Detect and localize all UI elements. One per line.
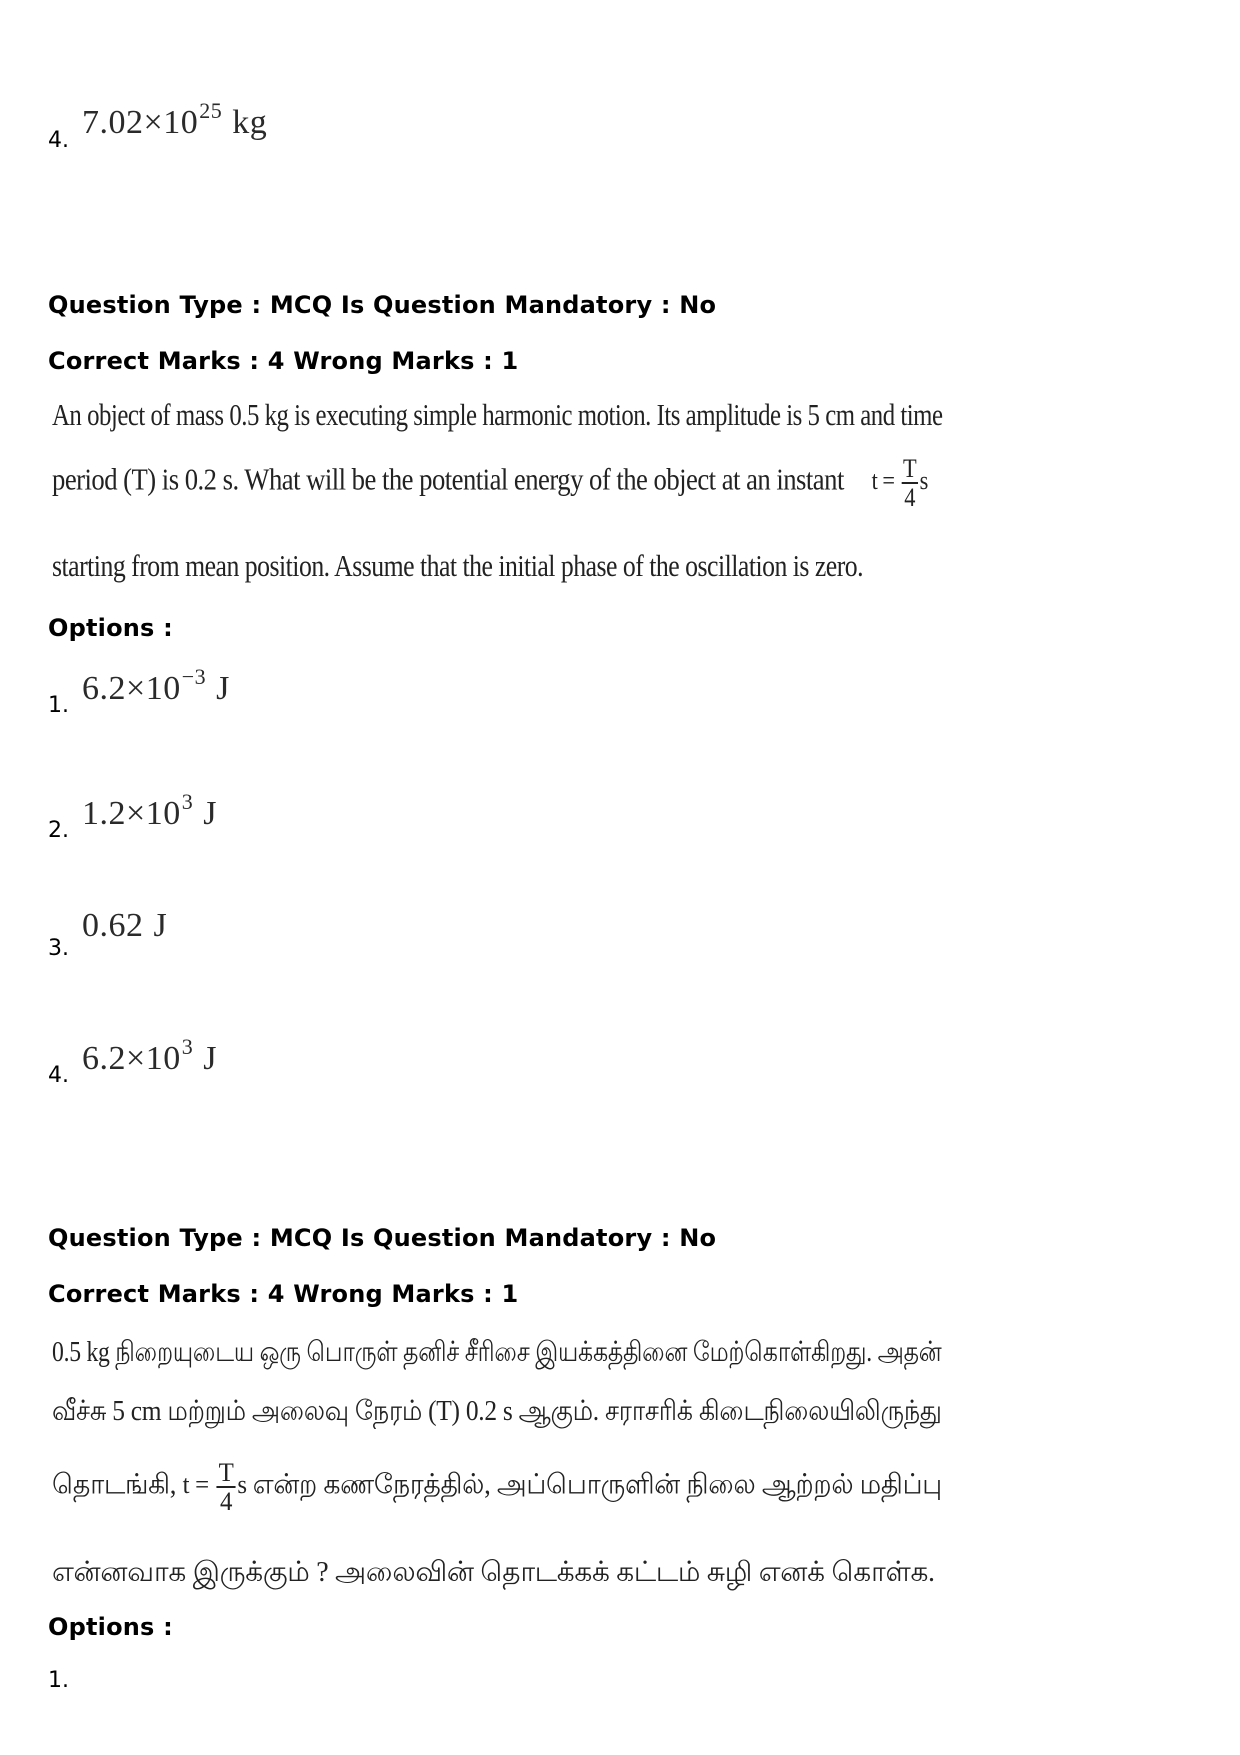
time-formula: [871, 454, 928, 513]
question-type-line: Question Type : MCQ Is Question Mandatory : No: [48, 291, 717, 319]
option-number: 2.: [48, 818, 69, 843]
question-text-fragment: period (T) is 0.2 s. What will be the potential energy of the object at an instant: [52, 461, 844, 497]
times-symbol: ×: [126, 795, 146, 832]
unit: kg: [232, 104, 268, 141]
exponent: 3: [181, 789, 194, 814]
option-number: 1.: [48, 693, 69, 718]
exponent: 25: [199, 98, 223, 123]
option-expression: [82, 907, 167, 945]
mantissa: 1.2: [82, 795, 126, 832]
base: 10: [145, 1040, 181, 1077]
options-label: Options :: [48, 1613, 173, 1641]
option-expression: [82, 98, 267, 142]
option-number: 1.: [48, 1668, 69, 1693]
option-number: 3.: [48, 936, 69, 961]
fraction: [217, 1459, 236, 1516]
option-expression: [82, 789, 217, 833]
times-symbol: ×: [126, 1040, 146, 1077]
question-type-line: Question Type : MCQ Is Question Mandatory : No: [48, 1224, 717, 1252]
base: 10: [145, 795, 181, 832]
formula-unit: s: [237, 1470, 247, 1500]
formula-lhs: t =: [871, 466, 895, 496]
mantissa: 6.2: [82, 670, 126, 707]
marks-line: Correct Marks : 4 Wrong Marks : 1: [48, 1280, 519, 1308]
question-text-fragment: தொடங்கி,: [52, 1469, 177, 1501]
question-text-line-1: 0.5 kg நிறையுடைய ஒரு பொருள் தனிச் சீரிசை இயக்கத்தினை மேற்கொள்கிறது. அதன்: [52, 1337, 942, 1368]
formula-unit: s: [919, 466, 928, 496]
exponent: −3: [181, 664, 207, 689]
formula-lhs: t =: [182, 1470, 209, 1500]
question-text-line-2: வீச்சு 5 cm மற்றும் அலைவு நேரம் (T) 0.2 s ஆகும். சராசரிக் கிடைநிலையிலிருந்து: [52, 1396, 942, 1427]
fraction-denominator: 4: [220, 1487, 233, 1517]
mantissa: 6.2: [82, 1040, 126, 1077]
fraction-numerator: T: [218, 1458, 234, 1487]
time-formula: [182, 1458, 253, 1517]
unit: J: [153, 907, 168, 944]
mantissa: 0.62: [82, 907, 144, 944]
options-label: Options :: [48, 614, 173, 642]
fraction-denominator: 4: [904, 483, 915, 513]
option-number: 4.: [48, 128, 69, 153]
base: 10: [145, 670, 181, 707]
exponent: 3: [181, 1034, 194, 1059]
fraction-numerator: T: [903, 454, 917, 483]
base: 10: [163, 104, 199, 141]
marks-line: Correct Marks : 4 Wrong Marks : 1: [48, 347, 519, 375]
option-expression: [82, 664, 230, 708]
question-text-line-3: starting from mean position. Assume that the initial phase of the oscillation is zero.: [52, 548, 864, 583]
unit: J: [203, 1040, 217, 1077]
option-expression: [82, 1034, 217, 1078]
fraction: [901, 455, 918, 512]
question-text-line-4: என்னவாக இருக்கும் ? அலைவின் தொடக்கக் கட்டம் சுழி எனக் கொள்க.: [52, 1557, 935, 1588]
option-number: 4.: [48, 1063, 69, 1088]
unit: J: [203, 795, 217, 832]
mantissa: 7.02: [82, 104, 144, 141]
question-text-line-2: [52, 455, 928, 512]
times-symbol: ×: [143, 104, 164, 141]
question-text-fragment: என்ற கணநேரத்தில், அப்பொருளின் நிலை ஆற்றல் மதிப்பு: [252, 1469, 942, 1501]
question-text-line-1: An object of mass 0.5 kg is executing simple harmonic motion. Its amplitude is 5 cm and time: [52, 397, 943, 432]
unit: J: [216, 670, 230, 707]
times-symbol: ×: [126, 670, 146, 707]
question-text-line-3: [52, 1459, 942, 1516]
